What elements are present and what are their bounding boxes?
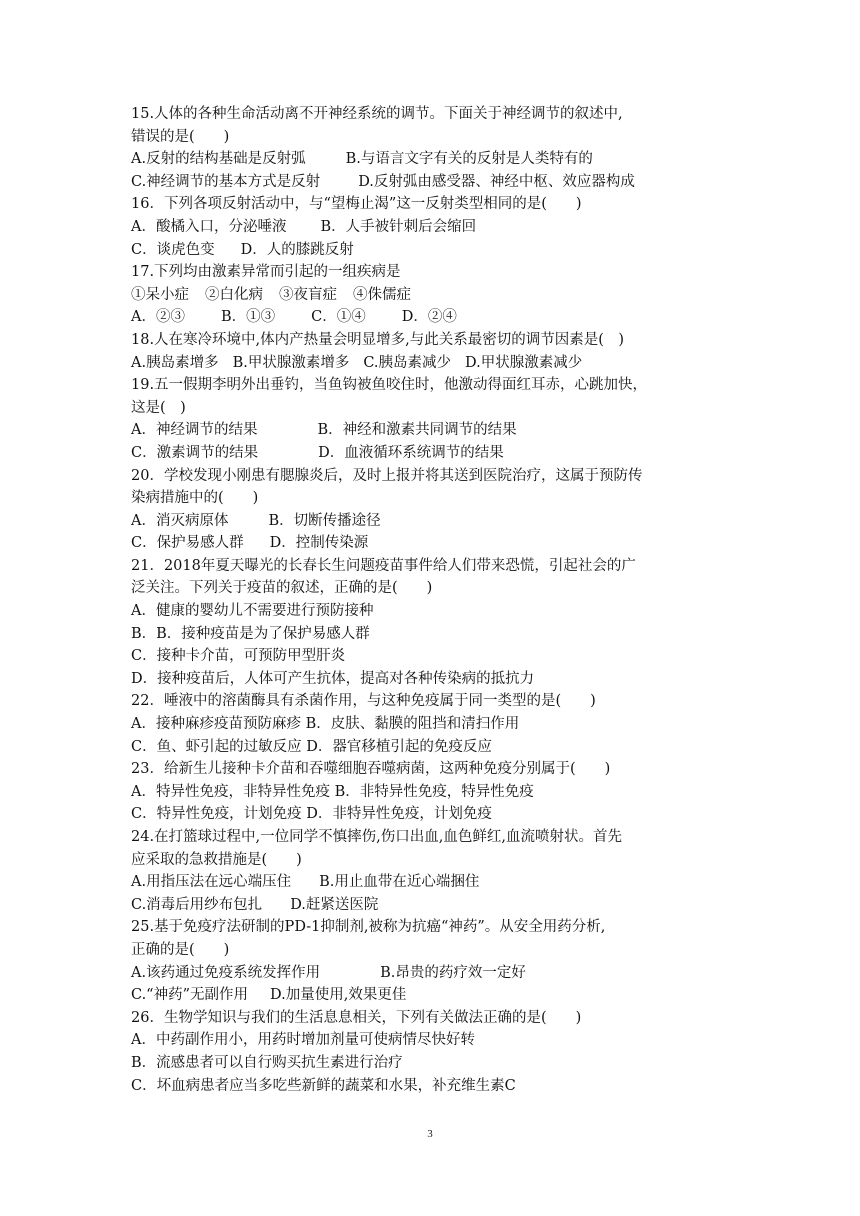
text-line [131, 600, 731, 623]
text-line [131, 555, 731, 578]
text-segment: A．消灭病原体 [131, 512, 229, 529]
text-line [131, 171, 731, 194]
text-segment: 25.基于免疫疗法研制的PD-1抑制剂,被称为抗癌“神药”。从安全用药分析, [131, 919, 606, 936]
text-line [131, 465, 731, 488]
text-segment: B．流感患者可以自行购买抗生素进行治疗 [131, 1054, 403, 1071]
text-segment: 20．学校发现小刚患有腮腺炎后，及时上报并将其送到医院治疗，这属于预防传 [131, 467, 643, 484]
text-line [131, 1029, 731, 1052]
text-segment: D.加量使用,效果更佳 [270, 987, 407, 1004]
text-segment: B.与语言文字有关的反射是人类特有的 [345, 151, 593, 168]
text-segment: ②白化病 [205, 286, 263, 303]
text-line [131, 1052, 731, 1075]
text-segment: A.该药通过免疫系统发挥作用 [131, 964, 321, 981]
text-segment: B．人手被针刺后会缩回 [320, 218, 477, 235]
text-segment: 22．唾液中的溶菌酶具有杀菌作用，与这种免疫属于同一类型的是( ) [131, 693, 596, 710]
text-segment: 26．生物学知识与我们的生活息息相关，下列有关做法正确的是( ) [131, 1009, 582, 1026]
text-segment: ③夜盲症 [279, 286, 337, 303]
text-line [131, 148, 731, 171]
text-segment: C．谈虎色变 [131, 241, 215, 258]
text-segment: B．神经和激素共同调节的结果 [317, 422, 517, 439]
text-segment: 15.人体的各种生命活动离不开神经系统的调节。下面关于神经调节的叙述中, [131, 106, 623, 122]
text-segment: C．鱼、虾引起的过敏反应 D．器官移植引起的免疫反应 [131, 738, 492, 755]
text-segment: D．人的膝跳反射 [240, 241, 354, 258]
text-line [131, 849, 731, 872]
text-line [131, 962, 731, 985]
text-line [131, 1075, 731, 1098]
question-list [131, 103, 731, 1097]
text-segment: C．①④ [311, 309, 366, 326]
text-line [131, 397, 731, 420]
text-line [131, 329, 731, 352]
text-line [131, 916, 731, 939]
text-line [131, 352, 731, 375]
text-segment: ④侏儒症 [353, 286, 411, 303]
text-segment: 19.五一假期李明外出垂钓，当鱼钩被鱼咬住时，他激动得面红耳赤，心跳加快， [131, 377, 648, 394]
text-segment: B．①③ [220, 309, 276, 326]
text-line [131, 690, 731, 713]
text-line [131, 216, 731, 239]
text-segment: B.甲状腺激素增多 [232, 354, 350, 371]
text-segment: D．②④ [401, 309, 457, 326]
text-segment: 正确的是( ) [131, 941, 230, 958]
text-segment: 错误的是( ) [131, 128, 230, 145]
text-segment: 应采取的急救措施是( ) [131, 851, 302, 868]
text-line [131, 261, 731, 284]
text-segment: A.胰岛素增多 [131, 354, 219, 371]
text-segment: C.胰岛素减少 [363, 354, 452, 371]
text-segment: C.“神药”无副作用 [131, 987, 249, 1004]
text-segment: C.神经调节的基本方式是反射 [131, 173, 321, 190]
text-segment: 17.下列均由激素异常而引起的一组疾病是 [131, 264, 401, 281]
text-line [131, 103, 731, 126]
text-line [131, 894, 731, 917]
text-line [131, 577, 731, 600]
text-line [131, 645, 731, 668]
text-line [131, 781, 731, 804]
text-segment: C．特异性免疫，计划免疫 D．非特异性免疫，计划免疫 [131, 806, 492, 823]
text-line [131, 239, 731, 262]
text-segment: A．神经调节的结果 [131, 422, 258, 439]
text-segment: D.甲状腺激素减少 [465, 354, 583, 371]
text-segment: B．切断传播途径 [268, 512, 381, 529]
text-line [131, 623, 731, 646]
text-line [131, 374, 731, 397]
text-segment: 21．2018年夏天曝光的长春长生问题疫苗事件给人们带来恐慌，引起社会的广 [131, 557, 636, 574]
text-segment: C．坏血病患者应当多吃些新鲜的蔬菜和水果，补充维生素C [131, 1077, 516, 1094]
text-segment: 16．下列各项反射活动中，与“望梅止渴”这一反射类型相同的是( ) [131, 196, 582, 213]
text-segment: A．接种麻疹疫苗预防麻疹 B．皮肤、黏膜的阻挡和清扫作用 [131, 716, 520, 733]
text-line [131, 984, 731, 1007]
text-line [131, 510, 731, 533]
text-segment: B．B．接种疫苗是为了保护易感人群 [131, 625, 370, 642]
text-segment: ①呆小症 [131, 286, 189, 303]
page-number: 3 [427, 1128, 433, 1140]
text-segment: 24.在打篮球过程中,一位同学不慎摔伤,伤口出血,血色鲜红,血流喷射状。首先 [131, 829, 622, 845]
text-line [131, 419, 731, 442]
text-line [131, 826, 731, 849]
text-segment: 染病措施中的( ) [131, 490, 259, 507]
text-segment: B.昂贵的药疗效一定好 [380, 964, 526, 981]
text-line [131, 871, 731, 894]
text-segment: D．接种疫苗后，人体可产生抗体，提高对各种传染病的抵抗力 [131, 670, 535, 687]
text-segment: A．②③ [131, 309, 185, 326]
text-segment: D．血液循环系统调节的结果 [318, 444, 504, 461]
text-segment: A．酸橘入口，分泌唾液 [131, 218, 287, 235]
text-line [131, 758, 731, 781]
text-segment: B.用止血带在近心端捆住 [319, 874, 480, 891]
text-line [131, 442, 731, 465]
text-segment: 泛关注。下列关于疫苗的叙述，正确的是( ) [131, 580, 433, 597]
text-segment: C．保护易感人群 [131, 535, 244, 552]
text-segment: C.消毒后用纱布包扎 [131, 896, 263, 913]
text-line [131, 126, 731, 149]
text-line [131, 713, 731, 736]
text-segment: A.用指压法在远心端压住 [131, 874, 292, 891]
text-line [131, 284, 731, 307]
text-line [131, 736, 731, 759]
text-line [131, 532, 731, 555]
text-segment: C．激素调节的结果 [131, 444, 259, 461]
text-segment: 这是( ) [131, 399, 186, 416]
text-line [131, 487, 731, 510]
text-line [131, 668, 731, 691]
text-segment: 23．给新生儿接种卡介苗和吞噬细胞吞噬病菌，这两种免疫分别属于( ) [131, 761, 611, 778]
text-line [131, 939, 731, 962]
text-segment: A．健康的婴幼儿不需要进行预防接种 [131, 603, 374, 620]
text-line [131, 306, 731, 329]
text-line [131, 193, 731, 216]
text-segment: 18.人在寒冷环境中,体内产热量会明显增多,与此关系最密切的调节因素是( ) [131, 331, 625, 348]
text-segment: D．控制传染源 [269, 535, 369, 552]
text-segment: C．接种卡介苗，可预防甲型肝炎 [131, 648, 346, 665]
text-segment: D.赶紧送医院 [290, 896, 379, 913]
text-line [131, 803, 731, 826]
text-segment: A.反射的结构基础是反射弧 [131, 151, 306, 168]
text-line [131, 1007, 731, 1030]
text-segment: A．特异性免疫，非特异性免疫 B．非特异性免疫，特异性免疫 [131, 783, 534, 800]
text-segment: A．中药副作用小，用药时增加剂量可使病情尽快好转 [131, 1032, 475, 1049]
text-segment: D.反射弧由感受器、神经中枢、效应器构成 [358, 173, 635, 190]
